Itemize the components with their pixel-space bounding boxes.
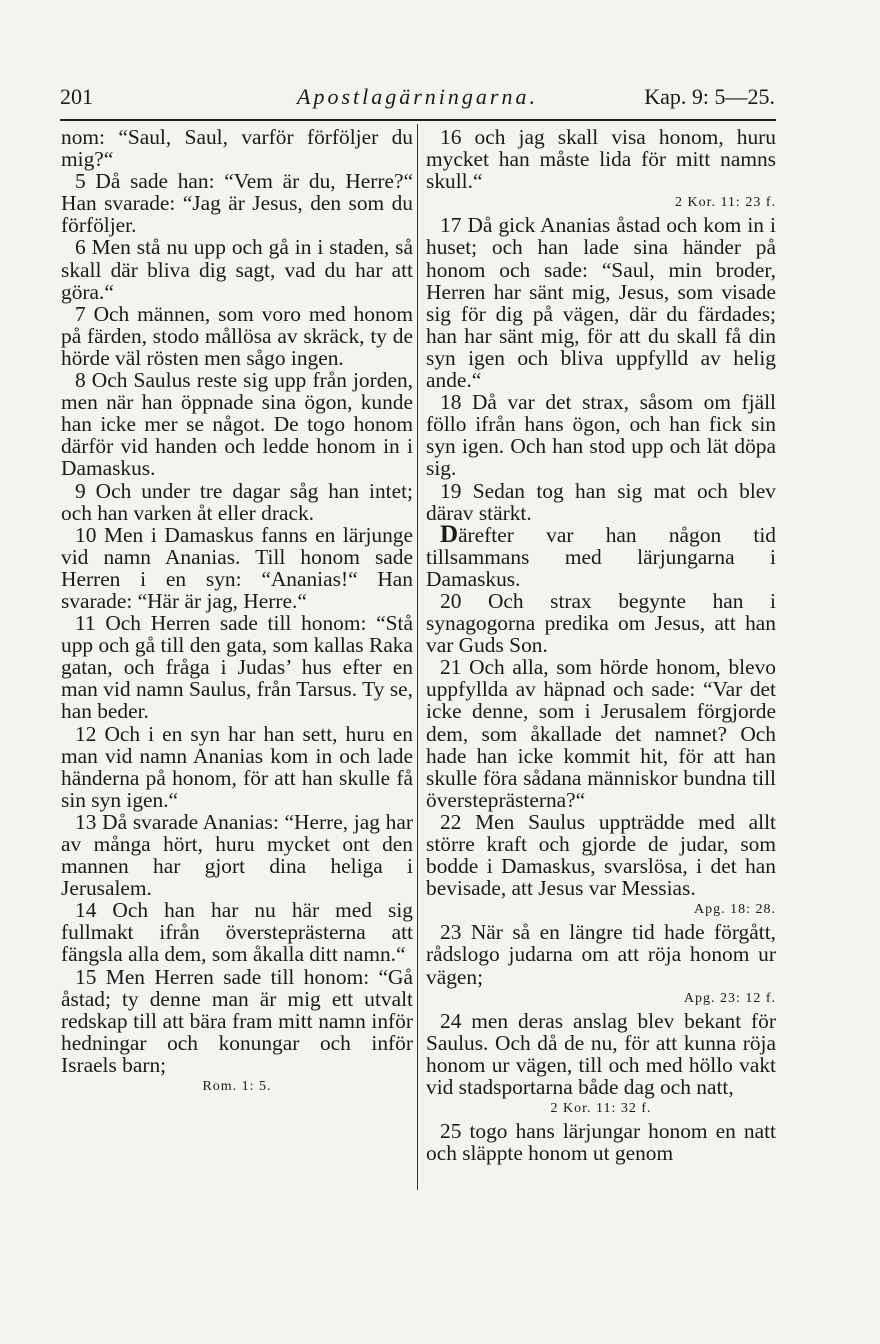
verse-18: 18 Då var det strax, såsom om fjäll föllo ifrån hans ögon, och han fick sin syn igen. Och han stod upp och lät döpa sig. — [426, 390, 776, 481]
verse-25: 25 togo hans lärjungar honom en natt och släppte honom ut genom — [426, 1119, 776, 1166]
cross-reference: Rom. 1: 5. — [202, 1079, 272, 1095]
verse-19: 19 Sedan tog han sig mat och blev därav stärkt. — [426, 478, 776, 525]
verse-5: 5 Då sade han: “Vem är du, Herre?“ Han svarade: “Jag är Jesus, den som du förföljer. — [61, 169, 413, 238]
verse-16: 16 och jag skall visa honom, huru mycket han måste lida för mitt namns skull.“ — [426, 125, 776, 194]
verse-10: 10 Men i Damaskus fanns en lärjunge vid namn Ananias. Till honom sade Herren i en syn: “Ananias!“ Han svarade: “Här är jag, Herre.“ — [61, 522, 413, 613]
verse-17: 17 Då gick Ananias åstad och kom in i huset; och han lade sina händer på honom och sade: “Saul, min broder, Herren har sänt mig, Jesus, som visade sig för dig på vägen, där du färdades; han har sänt mig, för att du skall få din syn igen och bliva uppfylld av helig ande.“ — [426, 213, 776, 393]
verse-24: 24 men deras anslag blev bekant för Saulus. Och då de nu, för att kunna röja honom ur vägen, till och med höllo vakt vid stadsportarna både dag och natt, — [426, 1008, 776, 1100]
right-column — [426, 126, 776, 1164]
verse-20: 20 Och strax begynte han i synagogorna predika om Jesus, att han var Guds Son. — [426, 588, 776, 658]
book-title: Apostlagärningarna. — [297, 84, 538, 109]
verse-11: 11 Och Herren sade till honom: “Stå upp och gå till den gata, som kallas Raka gatan, och fråga i Judas’ hus efter en man vid namn Saulus, från Tarsus. Ty se, han beder. — [61, 611, 413, 724]
verse-14: 14 Och han har nu här med sig fullmakt ifrån översteprästerna att fängsla alla dem, som åkalla ditt namn.“ — [61, 898, 413, 967]
cross-reference: Apg. 23: 12 f. — [683, 990, 776, 1006]
verse-23: 23 När så en längre tid hade förgått, rådslogo judarna om att röja honom ur vägen; — [426, 920, 776, 989]
header-rule — [60, 119, 776, 121]
cross-reference: Apg. 18: 28. — [694, 902, 776, 918]
cross-reference: 2 Kor. 11: 32 f. — [550, 1101, 652, 1117]
chapter-reference: Kap. 9: 5—25. — [644, 84, 775, 109]
cross-reference: 2 Kor. 11: 23 f. — [674, 195, 776, 211]
verse-22: 22 Men Saulus uppträdde med allt större kraft och gjorde de judar, som bodde i Damaskus, svarslösa, i det han bevisade, att Jesus var Messias. — [426, 809, 776, 901]
left-column — [61, 126, 413, 1098]
page-number: 201 — [60, 84, 93, 109]
verse-8: 8 Och Saulus reste sig upp från jorden, men när han öppnade sina ögon, kunde han icke mer se något. De togo honom därför vid handen och ledde honom in i Damaskus. — [61, 368, 413, 481]
verse-continuation: nom: “Saul, Saul, varför förföljer du mig?“ — [61, 125, 413, 172]
column-divider — [417, 124, 418, 1190]
verse-7: 7 Och männen, som voro med honom på färden, stodo mållösa av skräck, ty de hörde väl rösten men sågo ingen. — [61, 301, 413, 370]
paragraph-start — [426, 520, 776, 591]
verse-15: 15 Men Herren sade till honom: “Gå åstad; ty denne man är mig ett utvalt redskap till att bära fram mitt namn inför hedningar och konungar och inför Israels barn; — [61, 964, 413, 1077]
verse-13: 13 Då svarade Ananias: “Herre, jag har av många hört, huru mycket ont den mannen har gjort dina heliga i Jerusalem. — [61, 809, 413, 901]
paragraph-initial: D — [440, 520, 459, 548]
verse-9: 9 Och under tre dagar såg han intet; och han varken åt eller drack. — [61, 478, 413, 525]
verse-21: 21 Och alla, som hörde honom, blevo uppfyllda av häpnad och sade: “Var det icke denne, som i Jerusalem förgjorde dem, som åkallade det namnet? Och hade han icke kommit hit, för att han skulle föra sådana människor bundna till översteprästerna?“ — [426, 655, 776, 812]
running-header — [60, 84, 775, 118]
verse-12: 12 Och i en syn har han sett, huru en man vid namn Ananias kom in och lade händerna på honom, för att han skulle få sin syn igen.“ — [61, 721, 413, 812]
paragraph-text: ärefter var han någon tid tillsammans med lärjungarna i Damaskus. — [426, 522, 776, 591]
verse-6: 6 Men stå nu upp och gå in i staden, så skall där bliva dig sagt, vad du har att göra.“ — [61, 235, 413, 304]
